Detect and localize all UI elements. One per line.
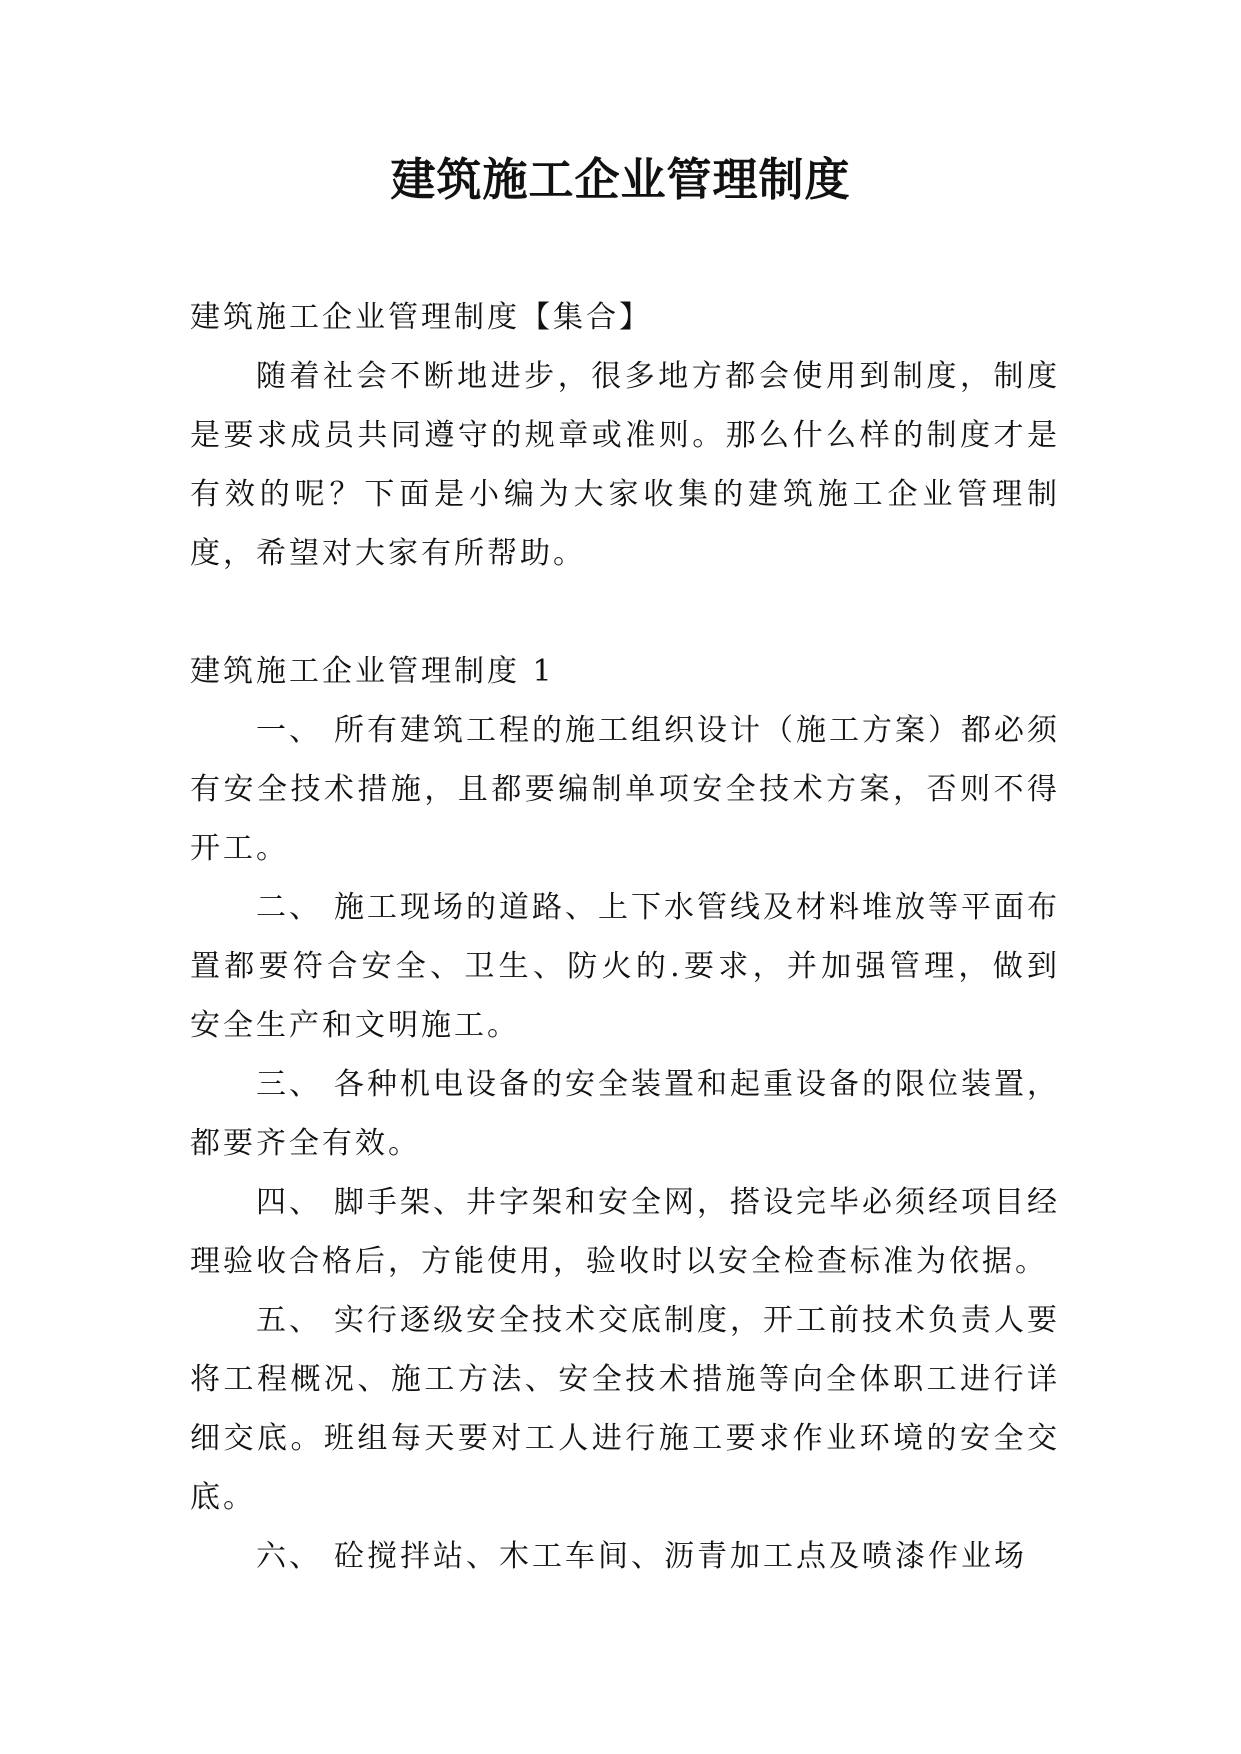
document-body xyxy=(190,288,1060,1586)
item-number: 三、 xyxy=(256,1067,322,1102)
item-text: 脚手架、井字架和安全网，搭设完毕必须经项目经理验收合格后，方能使用，验收时以安全检查标准为依据。 xyxy=(190,1185,1060,1279)
item-number: 一、 xyxy=(256,713,322,748)
item-text: 各种机电设备的安全装置和起重设备的限位装置，都要齐全有效。 xyxy=(190,1067,1060,1161)
item-text: 所有建筑工程的施工组织设计（施工方案）都必须有安全技术措施，且都要编制单项安全技术方案，否则不得开工。 xyxy=(190,713,1060,866)
list-item-2 xyxy=(190,878,1060,1055)
item-number: 二、 xyxy=(256,890,322,925)
item-number: 五、 xyxy=(256,1303,322,1338)
item-text: 砼搅拌站、木工车间、沥青加工点及喷漆作业场 xyxy=(334,1539,1027,1574)
section-heading: 建筑施工企业管理制度 1 xyxy=(190,654,555,689)
item-text: 实行逐级安全技术交底制度，开工前技术负责人要将工程概况、施工方法、安全技术措施等向全体职工进行详细交底。班组每天要对工人进行施工要求作业环境的安全交底。 xyxy=(190,1303,1060,1515)
document-subtitle: 建筑施工企业管理制度【集合】 xyxy=(190,300,652,335)
item-number: 四、 xyxy=(256,1185,322,1220)
item-text: 施工现场的道路、上下水管线及材料堆放等平面布置都要符合安全、卫生、防火的.要求，并加强管理，做到安全生产和文明施工。 xyxy=(190,890,1060,1043)
list-item-6 xyxy=(190,1527,1060,1586)
list-item-5 xyxy=(190,1291,1060,1527)
list-item-4 xyxy=(190,1173,1060,1291)
item-number: 六、 xyxy=(256,1539,322,1574)
intro-paragraph: 随着社会不断地进步，很多地方都会使用到制度，制度是要求成员共同遵守的规章或准则。那么什么样的制度才是有效的呢？下面是小编为大家收集的建筑施工企业管理制度，希望对大家有所帮助。 xyxy=(190,359,1060,571)
paragraph-spacer xyxy=(190,583,1060,642)
list-item-1 xyxy=(190,701,1060,878)
document-title: 建筑施工企业管理制度 xyxy=(390,153,851,206)
list-item-3 xyxy=(190,1055,1060,1173)
